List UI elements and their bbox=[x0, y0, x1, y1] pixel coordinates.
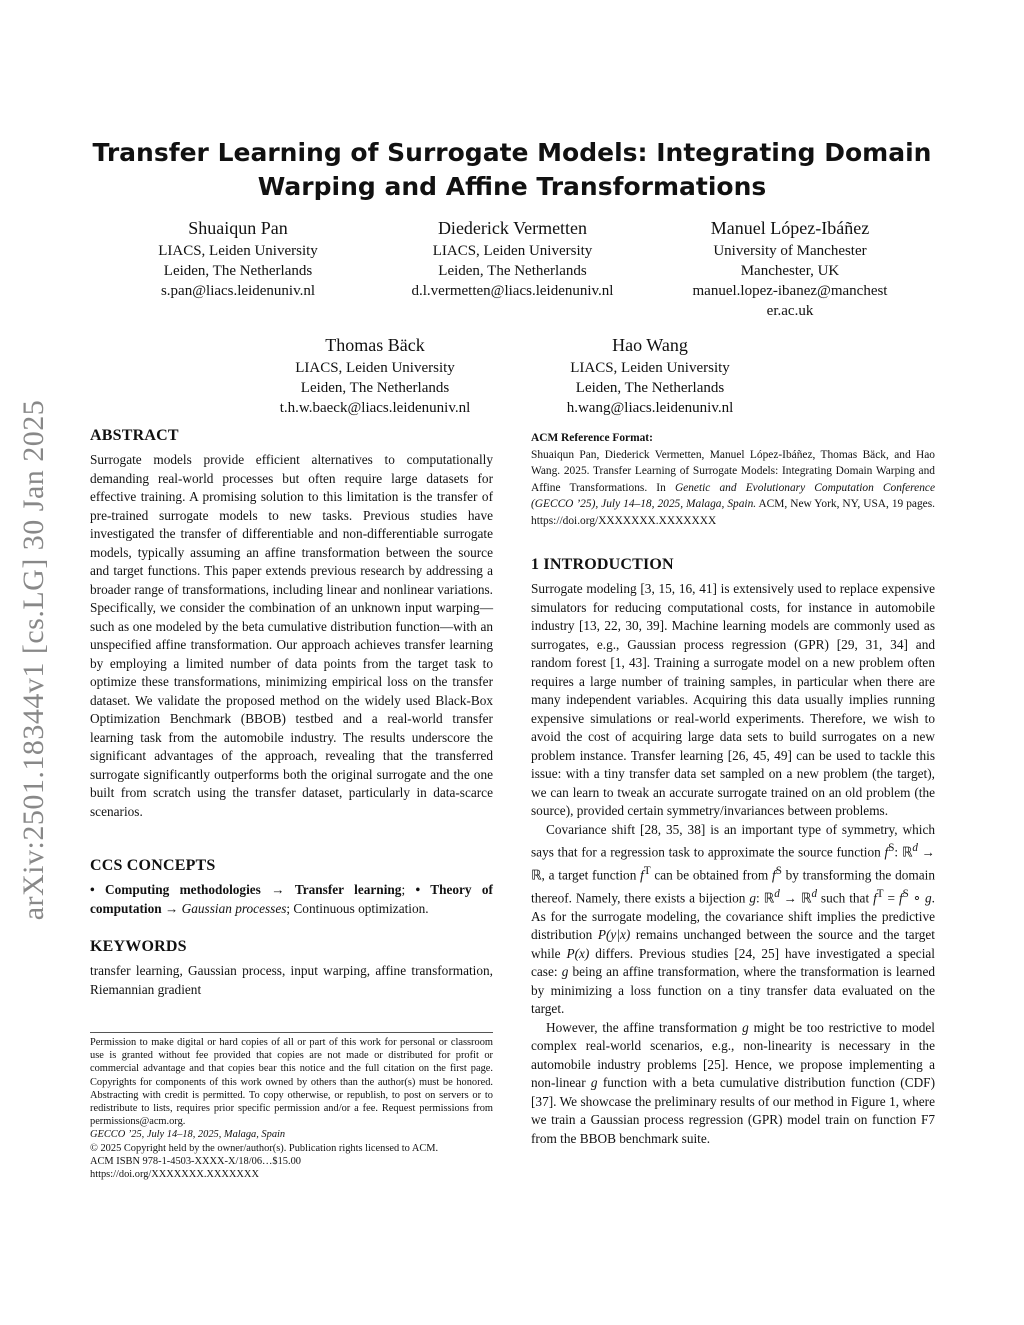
author-location: Leiden, The Netherlands bbox=[300, 380, 450, 396]
keywords-heading: KEYWORDS bbox=[90, 938, 187, 955]
permission-text: Permission to make digital or hard copies of all or part of this work for personal or classroom use is granted without fee provided that copies are not made or distributed for profit or commercial advantage and that copies bear this notice and the full citation on the first page. Copyrights for components of this work owned by others than the author(s) must be honored. Abstracting with credit is permitted. To copy otherwise, or republish, to post on servers or to redistribute to lists, requires prior specific permission and/or a fee. Request permissions from permissions@acm.org. bbox=[90, 1037, 493, 1128]
abstract-section bbox=[90, 427, 493, 821]
author-block bbox=[250, 332, 500, 418]
ccs-heading: CCS CONCEPTS bbox=[90, 857, 216, 874]
author-affiliation: University of Manchester bbox=[713, 243, 867, 259]
footnote-rule bbox=[90, 1032, 493, 1033]
permission-footnote bbox=[90, 1036, 493, 1181]
venue-line: GECCO ’25, July 14–18, 2025, Malaga, Spain bbox=[90, 1129, 286, 1141]
acm-reference bbox=[531, 430, 935, 530]
acm-reference-heading: ACM Reference Format: bbox=[531, 432, 653, 444]
author-email: manuel.lopez-ibanez@manchester.ac.uk bbox=[692, 283, 888, 319]
author-email: t.h.w.baeck@liacs.leidenuniv.nl bbox=[279, 400, 471, 416]
isbn-line: ACM ISBN 978-1-4503-XXXX-X/18/06…$15.00 bbox=[90, 1155, 301, 1167]
author-email: h.wang@liacs.leidenuniv.nl bbox=[566, 400, 734, 416]
arxiv-identifier: arXiv:2501.18344v1 [cs.LG] 30 Jan 2025 bbox=[17, 399, 50, 921]
keywords-section bbox=[90, 938, 493, 999]
ccs-arrow: → bbox=[161, 900, 182, 916]
author-name: Hao Wang bbox=[612, 335, 688, 355]
author-email: d.l.vermetten@liacs.leidenuniv.nl bbox=[411, 283, 614, 299]
intro-paragraph: However, the affine transformation g might be too restrictive to model complex real-world scenarios, e.g., non-linearity is necessary in the automobile industry problems [25]. Hence, we propose implementing a non-linear g function with a beta cumulative distribution function (CDF) [37]. We showcase the preliminary results of our method in Figure 1, where we train a Gaussian process regression (GPR) model train on function F7 from the BBOB benchmark suite. bbox=[531, 1019, 936, 1146]
author-name: Manuel López-Ibáñez bbox=[710, 218, 870, 238]
ccs-term: • Theory of computation bbox=[90, 882, 493, 916]
ccs-term: Transfer learning bbox=[294, 882, 402, 897]
keywords-text: transfer learning, Gaussian process, input warping, affine transformation, Riemannian gradient bbox=[90, 963, 493, 997]
introduction-heading: 1 INTRODUCTION bbox=[531, 556, 674, 573]
acm-reference-part: Shuaiqun Pan, Diederick Vermetten, Manuel López-Ibáñez, Thomas Bäck, and Hao Wang. 2025. Transfer Learning of Surrogate Models: Integrating Domain Warping and Affine Transformations. In bbox=[531, 448, 935, 494]
introduction-body bbox=[531, 580, 935, 1148]
author-location: Manchester, UK bbox=[740, 263, 840, 279]
author-affiliation: LIACS, Leiden University bbox=[158, 243, 318, 259]
copyright-line: © 2025 Copyright held by the owner/author(s). Publication rights licensed to ACM. bbox=[90, 1142, 439, 1154]
author-affiliation: LIACS, Leiden University bbox=[570, 360, 730, 376]
author-block bbox=[380, 215, 645, 301]
ccs-term: • Computing methodologies bbox=[90, 882, 261, 897]
intro-paragraph: Covariance shift [28, 35, 38] is an important type of symmetry, which says that for a regression task to approximate the source function $f^S$: ℝ$^d$ → ℝ, a target function $f^T$ can be obtained from $f^S$ by transforming the domain thereof. Namely, there exists a bijection g: ℝ$^d$ → ℝ$^d$ such that $f^T = f^S$ ∘ g. As for the surrogate modeling, the covariance shift implies the predictive distribution P(y|x) remains unchanged between the source and the target while P(x) differs. Previous studies [24, 25] have investigated a special case: g being an affine transformation, where the transformation is learned by minimizing a loss function on a tiny transfer data evaluated on the target. bbox=[531, 821, 936, 1017]
author-affiliation: LIACS, Leiden University bbox=[432, 243, 593, 259]
author-name: Shuaiqun Pan bbox=[188, 218, 288, 238]
ccs-section bbox=[90, 857, 493, 918]
ccs-separator: ; bbox=[401, 882, 416, 897]
author-block bbox=[128, 215, 348, 301]
abstract-heading: ABSTRACT bbox=[90, 427, 179, 444]
author-location: Leiden, The Netherlands bbox=[575, 380, 725, 396]
acm-reference-text bbox=[531, 447, 935, 530]
paper-title: Transfer Learning of Surrogate Models: Integrating Domain Warping and Affine Transformations bbox=[92, 138, 932, 201]
author-name: Thomas Bäck bbox=[325, 335, 425, 355]
acm-reference-part: ACM, New York, NY, USA, 19 pages. https://doi.org/XXXXXXX.XXXXXXX bbox=[531, 498, 935, 527]
ccs-arrow: → bbox=[260, 882, 295, 897]
author-affiliation: LIACS, Leiden University bbox=[295, 360, 455, 376]
doi-link[interactable]: https://doi.org/XXXXXXX.XXXXXXX bbox=[90, 1169, 259, 1181]
ccs-text bbox=[90, 881, 493, 918]
abstract-text: Surrogate models provide efficient alternatives to computationally demanding real-world processes but often require large datasets for effective training. A promising solution to this limitation is the transfer of pre-trained surrogate models to new tasks. Previous studies have investigated the transfer of differentiable and non-differentiable surrogate models, typically assuming an affine transformation between the source and target functions. This paper extends previous research by addressing a broader range of transformations, including linear and nonlinear variations. Specifically, we consider the combination of an unknown input warping—such as one modeled by the beta cumulative distribution function—with an unspecified affine transformation. Our approach achieves transfer learning by employing a limited number of data points from the target task to optimize these transformations, minimizing empirical loss on the transfer dataset. We validate the proposed method on the widely used Black-Box Optimization Benchmark (BBOB) testbed and a real-world transfer learning task from the automobile industry. The results underscore the significant advantages of the approach, revealing that the transferred surrogate significantly outperforms both the original surrogate and the one built from scratch using the transfer dataset, particularly in data-scarce scenarios. bbox=[90, 452, 493, 819]
author-block bbox=[680, 215, 900, 321]
author-block bbox=[530, 332, 770, 418]
author-name: Diederick Vermetten bbox=[437, 218, 588, 238]
arxiv-sidebar bbox=[14, 360, 54, 960]
acm-reference-venue: Genetic and Evolutionary Computation Conference (GECCO ’25), July 14–18, 2025, Malaga, Spain. bbox=[531, 481, 935, 511]
ccs-term: Gaussian processes bbox=[181, 900, 287, 916]
introduction-section bbox=[531, 556, 935, 1148]
author-location: Leiden, The Netherlands bbox=[163, 263, 313, 279]
author-location: Leiden, The Netherlands bbox=[438, 263, 587, 279]
ccs-tail: ; Continuous optimization. bbox=[286, 900, 429, 916]
intro-paragraph: Surrogate modeling [3, 15, 16, 41] is extensively used to replace expensive simulators for reducing computational costs, for instance in automobile industry [13, 22, 30, 39]. Machine learning models are commonly used as surrogates, e.g., Gaussian process regression (GPR) [29, 31, 34] and random forest [1, 43]. Training a surrogate model on a new problem often requires a large number of training samples, in particular when there are many independent variables. Acquiring this data usually implies running expensive simulations or real-world experiments. Therefore, we wish to avoid the cost of acquiring large data sets to build surrogates on a new problem instance. Transfer learning [26, 45, 49] can be used to tackle this issue: with a tiny transfer data set sampled on a new problem (the target), we can learn to tweak an accurate surrogate trained on an old problem (the source), provided certain symmetry/invariances between problems. bbox=[531, 581, 935, 818]
author-email: s.pan@liacs.leidenuniv.nl bbox=[160, 283, 316, 299]
